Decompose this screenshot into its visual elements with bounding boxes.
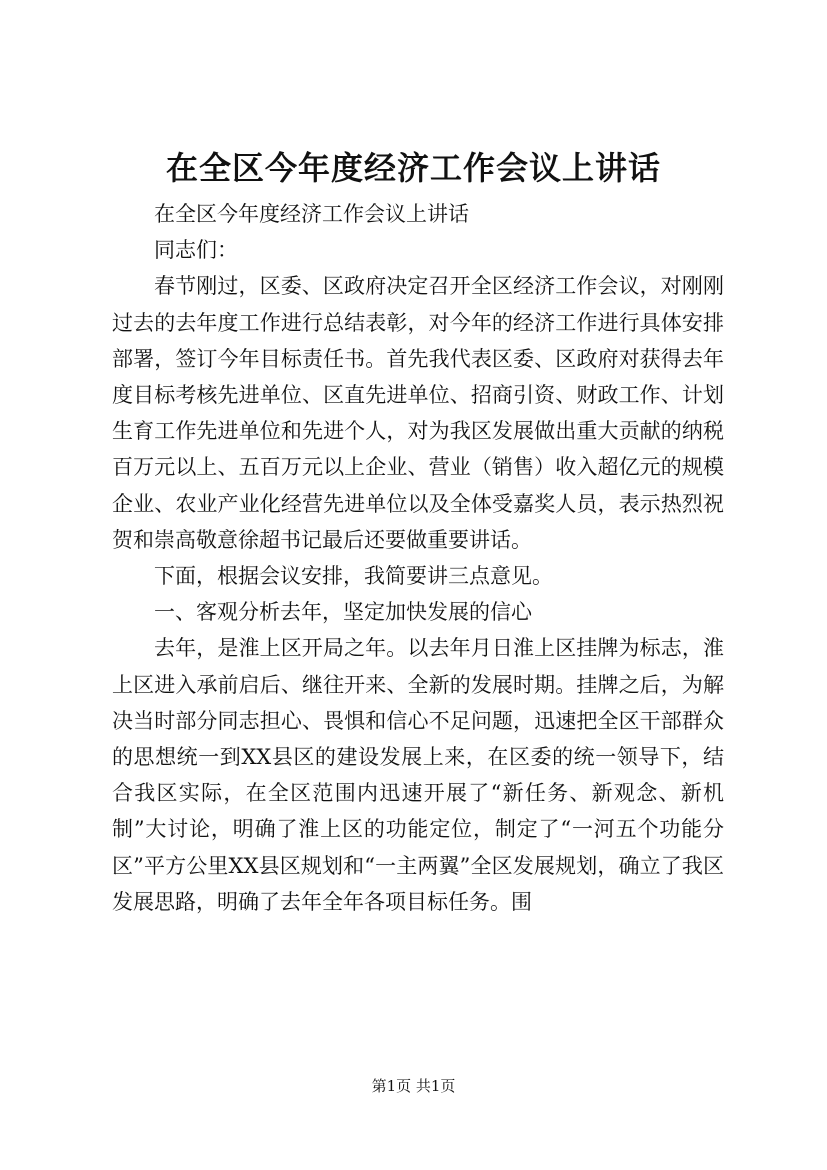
section-heading-1: 一、客观分析去年，坚定加快发展的信心 xyxy=(154,600,532,625)
paragraph-outline: 下面，根据会议安排，我简要讲三点意见。 xyxy=(154,564,553,589)
paragraph-subtitle: 在全区今年度经济工作会议上讲话 xyxy=(154,202,469,226)
document-body xyxy=(112,196,724,920)
paragraph-salutation: 同志们： xyxy=(154,238,238,263)
document-title: 在全区今年度经济工作会议上讲话 xyxy=(165,149,661,187)
page-footer: 第1页 共1页 xyxy=(371,1077,456,1095)
paragraph-section-1: 去年，是淮上区开局之年。以去年月日淮上区挂牌为标志，淮上区进入承前启后、继往开来、全新的发展时期。挂牌之后，为解决当时部分同志担心、畏惧和信心不足问题，迅速把全区干部群众的思想统一到XX县区的建设发展上来，在区委的统一领导下，结合我区实际，在全区范围内迅速开展了“新任务、新观念、新机制”大讨论，明确了淮上区的功能定位，制定了“一河五个功能分区”平方公里XX县区规划和“一主两翼”全区发展规划，确立了我区发展思路，明确了去年全年各项目标任务。围 xyxy=(112,636,724,914)
paragraph-opening: 春节刚过，区委、区政府决定召开全区经济工作会议，对刚刚过去的去年度工作进行总结表彰，对今年的经济工作进行具体安排部署，签订今年目标责任书。首先我代表区委、区政府对获得去年度目标考核先进单位、区直先进单位、招商引资、财政工作、计划生育工作先进单位和先进个人，对为我区发展做出重大贡献的纳税百万元以上、五百万元以上企业、营业（销售）收入超亿元的规模企业、农业产业化经营先进单位以及全体受嘉奖人员，表示热烈祝贺和崇高敬意徐超书记最后还要做重要讲话。 xyxy=(112,274,724,552)
